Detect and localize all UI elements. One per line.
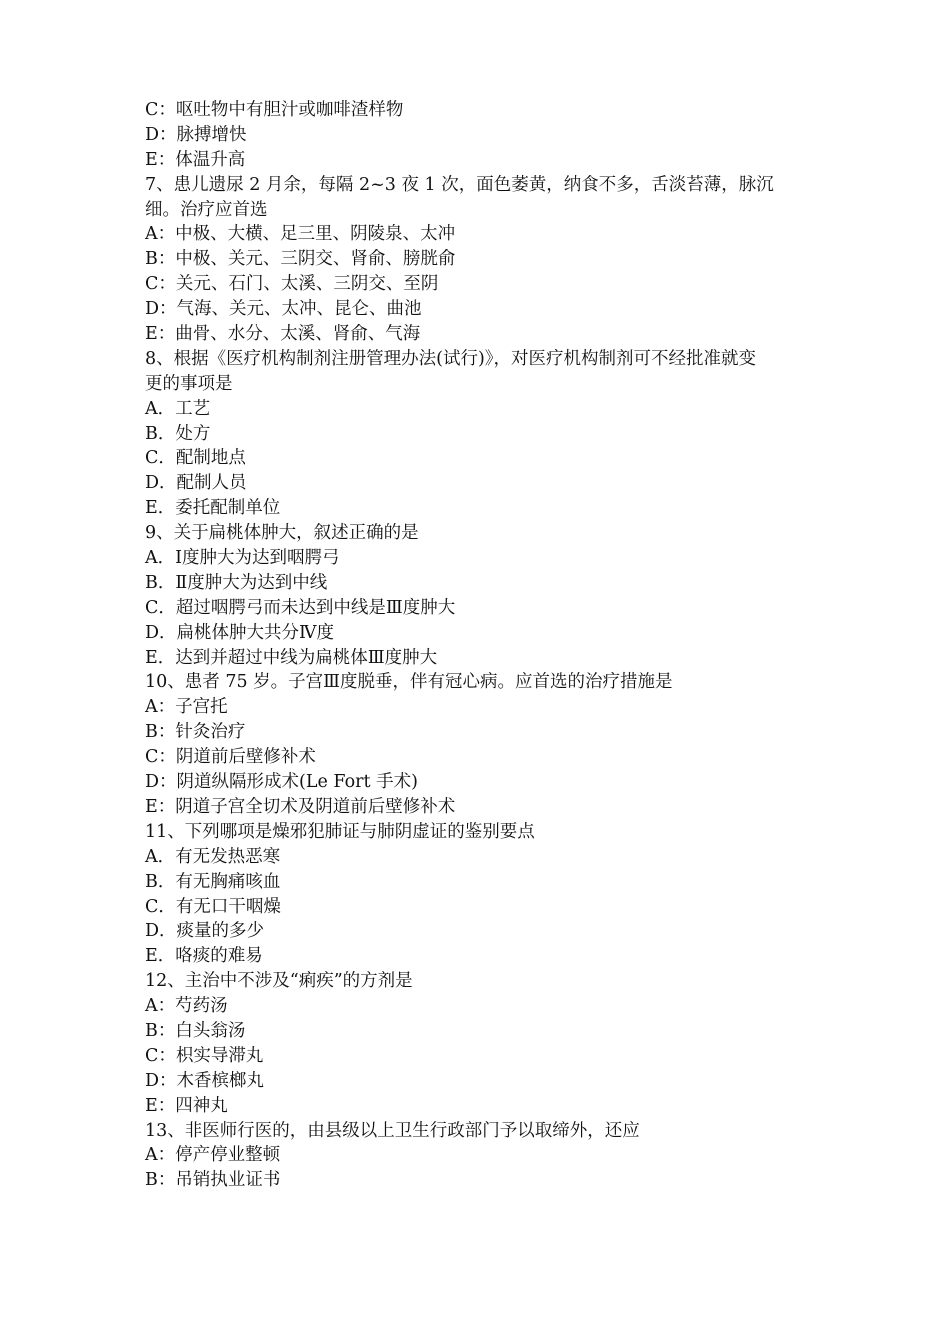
question-text-line: 11、下列哪项是燥邪犯肺证与肺阴虚证的鉴别要点 xyxy=(145,821,535,842)
answer-option: D：气海、关元、太冲、昆仑、曲池 xyxy=(145,299,422,320)
answer-option: D：脉搏增快 xyxy=(145,124,247,145)
answer-option: A：子宫托 xyxy=(145,697,228,718)
question-text-line: 12、主治中不涉及“痢疾”的方剂是 xyxy=(145,971,413,992)
answer-option: E：体温升高 xyxy=(145,149,246,170)
question-text-line: 13、非医师行医的，由县级以上卫生行政部门予以取缔外，还应 xyxy=(145,1120,640,1141)
answer-option: D．配制人员 xyxy=(145,473,247,494)
answer-option: D：阴道纵隔形成术(Le Fort 手术) xyxy=(145,772,418,793)
question-text-line: 7、患儿遗尿 2 月余，每隔 2~3 夜 1 次，面色萎黄，纳食不多，舌淡苔薄，脉沉 xyxy=(145,174,774,195)
answer-option: A．有无发热恶寒 xyxy=(145,846,281,867)
document-page xyxy=(145,98,815,1193)
answer-option: B：吊销执业证书 xyxy=(145,1170,281,1191)
answer-option: B：白头翁汤 xyxy=(145,1020,246,1041)
answer-option: C：枳实导滞丸 xyxy=(145,1045,264,1066)
answer-option: C．配制地点 xyxy=(145,448,246,469)
answer-option: E：四神丸 xyxy=(145,1095,228,1116)
question-text-line: 细。治疗应首选 xyxy=(145,199,268,220)
answer-option: B：中极、关元、三阴交、肾俞、膀胱俞 xyxy=(145,249,456,270)
answer-option: A：中极、大横、足三里、阴陵泉、太冲 xyxy=(145,224,456,245)
answer-option: B．Ⅱ度肿大为达到中线 xyxy=(145,572,328,593)
answer-option: A．Ⅰ度肿大为达到咽腭弓 xyxy=(145,548,340,569)
answer-option: A：停产停业整顿 xyxy=(145,1145,281,1166)
question-list xyxy=(145,98,815,1193)
answer-option: E．委托配制单位 xyxy=(145,498,281,519)
question-text-line: 更的事项是 xyxy=(145,373,233,394)
answer-option: C．有无口干咽燥 xyxy=(145,896,281,917)
answer-option: E．达到并超过中线为扁桃体Ⅲ度肿大 xyxy=(145,647,438,668)
question-text-line: 8、根据《医疗机构制剂注册管理办法(试行)》，对医疗机构制剂可不经批准就变 xyxy=(145,348,757,369)
answer-option: B：针灸治疗 xyxy=(145,722,246,743)
answer-option: D．扁桃体肿大共分Ⅳ度 xyxy=(145,622,335,643)
answer-option: B．处方 xyxy=(145,423,211,444)
answer-option: B．有无胸痛咳血 xyxy=(145,871,281,892)
answer-option: C．超过咽腭弓而未达到中线是Ⅲ度肿大 xyxy=(145,597,456,618)
answer-option: C：阴道前后壁修补术 xyxy=(145,747,316,768)
answer-option: E：阴道子宫全切术及阴道前后壁修补术 xyxy=(145,796,456,817)
question-text-line: 9、关于扁桃体肿大，叙述正确的是 xyxy=(145,523,419,544)
question-text-line: 10、患者 75 岁。子宫Ⅲ度脱垂，伴有冠心病。应首选的治疗措施是 xyxy=(145,672,673,693)
answer-option: E：曲骨、水分、太溪、肾俞、气海 xyxy=(145,324,421,345)
answer-option: D：木香槟榔丸 xyxy=(145,1070,265,1091)
answer-option: E．咯痰的难易 xyxy=(145,946,263,967)
answer-option: C：呕吐物中有胆汁或咖啡渣样物 xyxy=(145,100,404,120)
answer-option: A．工艺 xyxy=(145,398,211,419)
answer-option: D．痰量的多少 xyxy=(145,921,265,942)
answer-option: A：芍药汤 xyxy=(145,996,228,1017)
answer-option: C：关元、石门、太溪、三阴交、至阴 xyxy=(145,274,439,295)
